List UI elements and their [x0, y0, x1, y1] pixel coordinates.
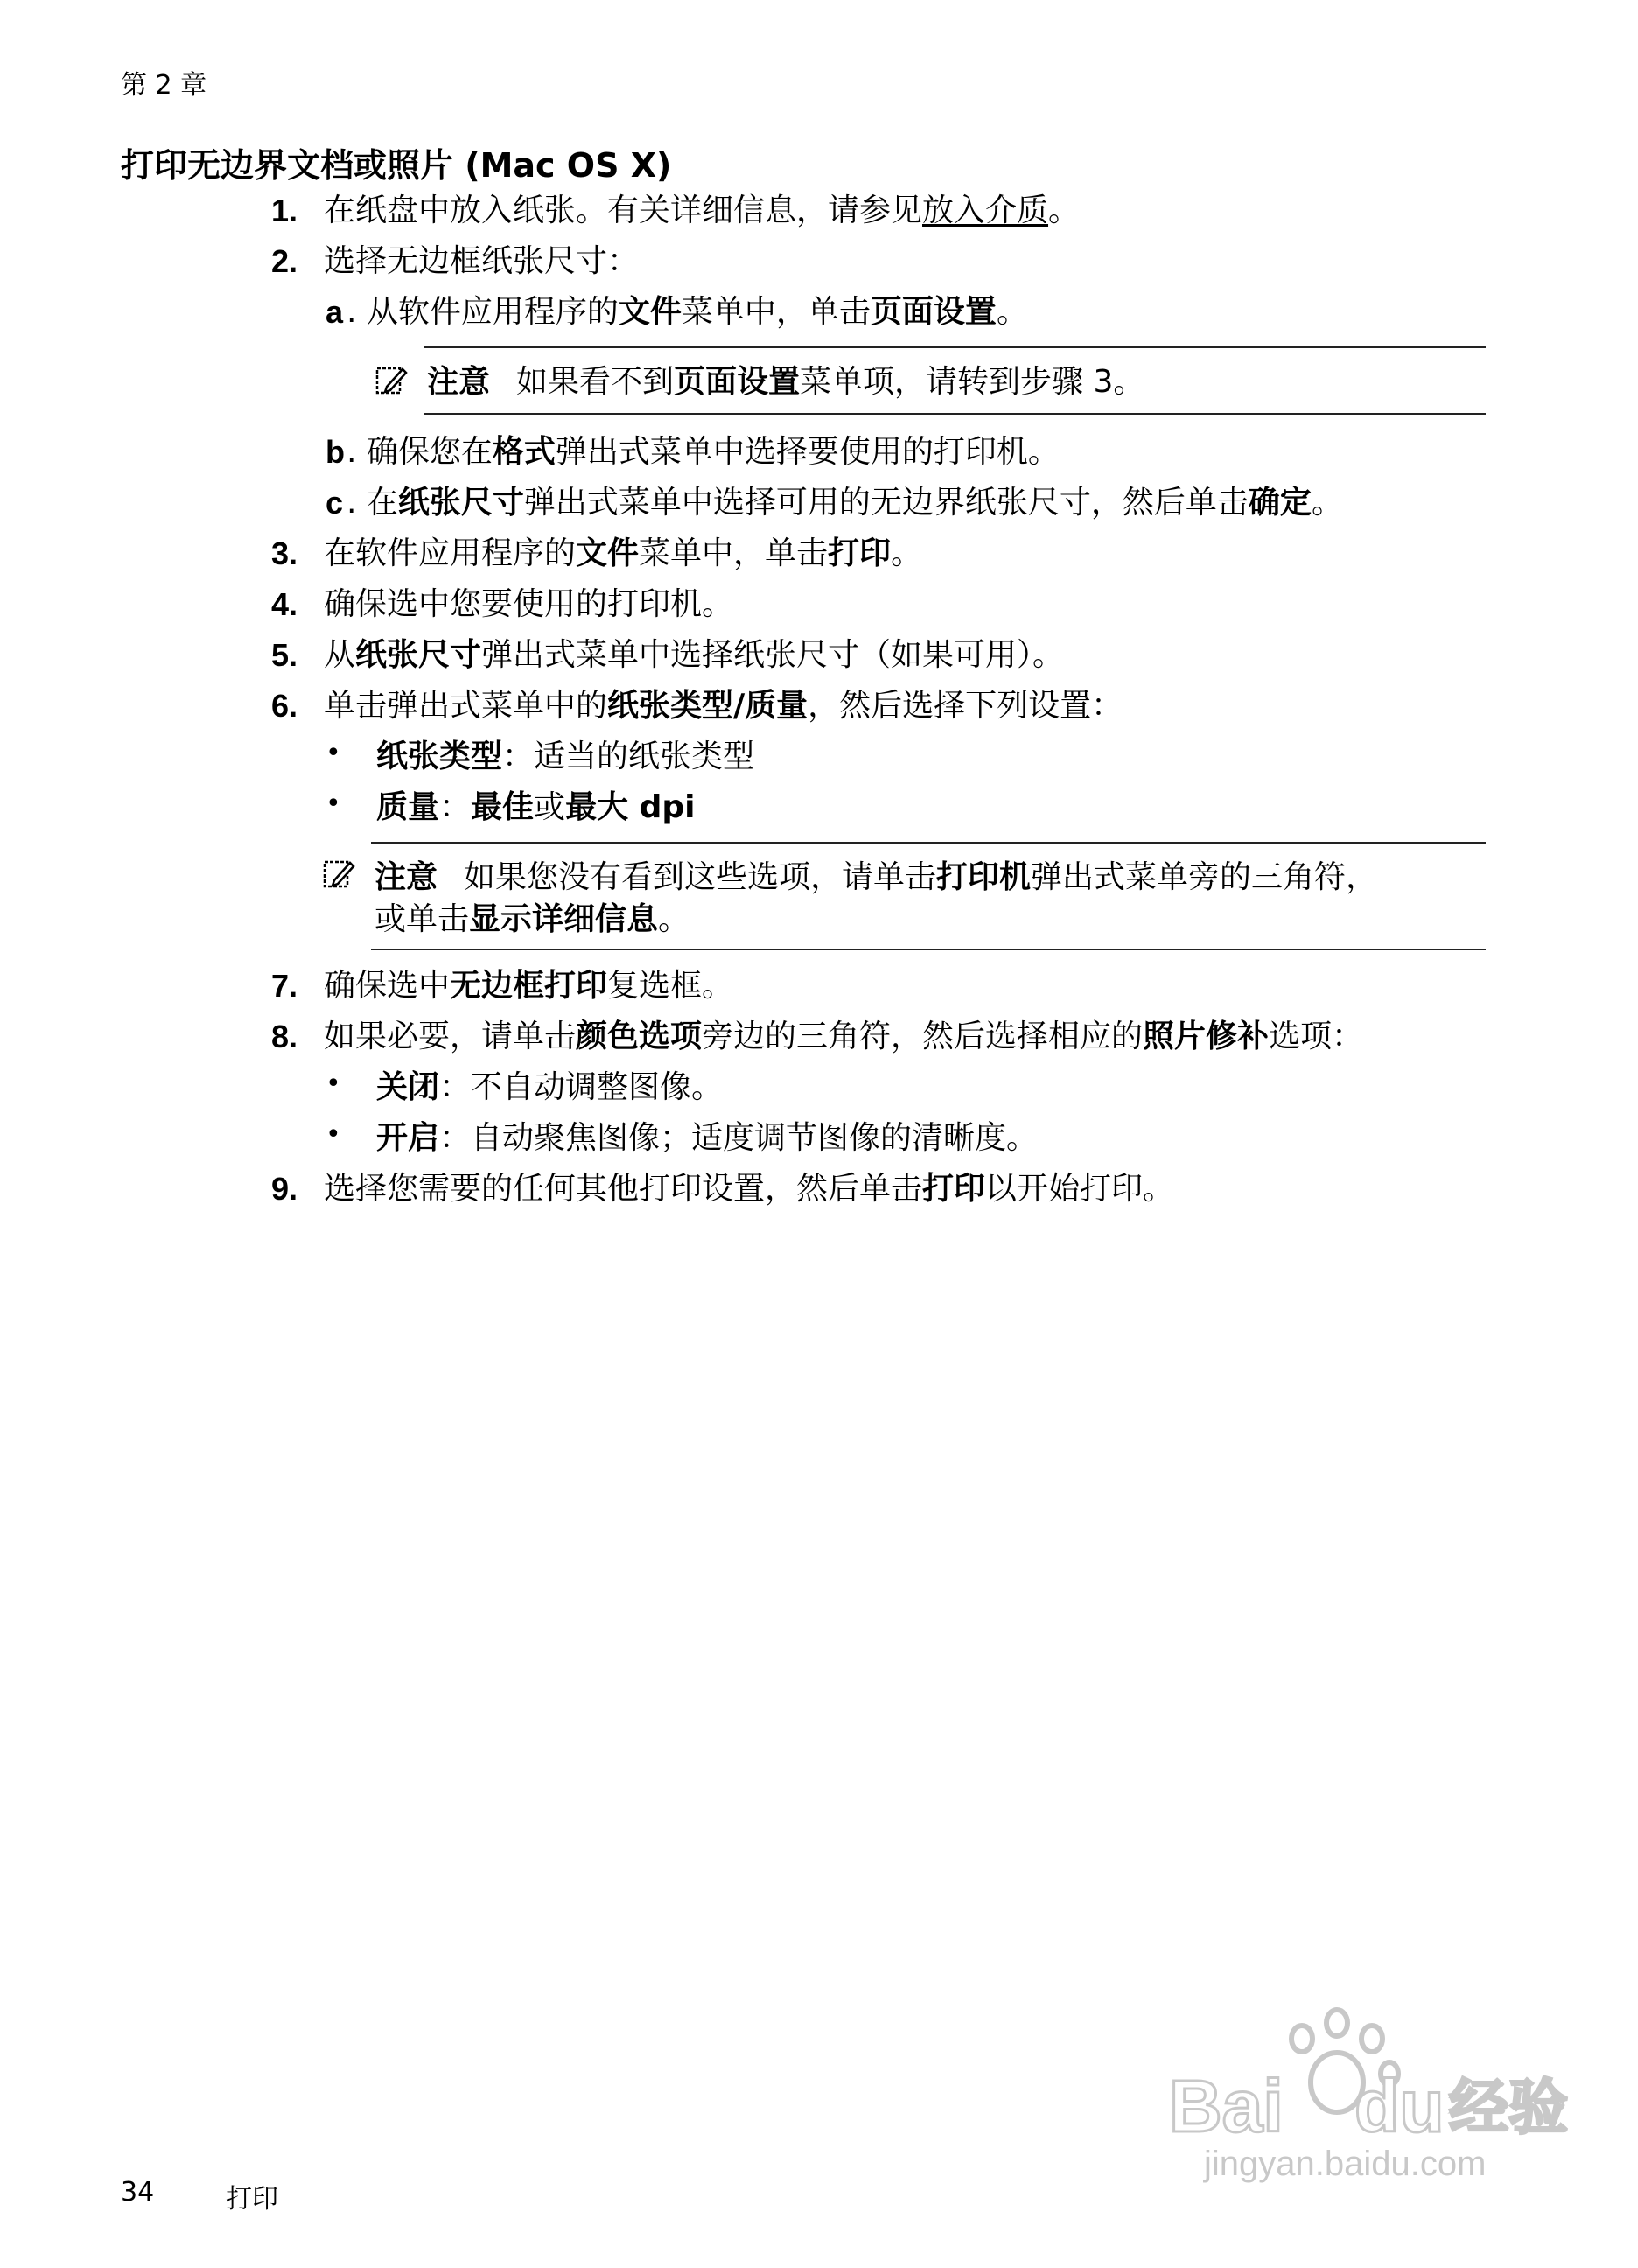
step-5-number: 5. — [271, 637, 298, 673]
step-8-text: 如果必要，请单击颜色选项旁边的三角符，然后选择相应的照片修补选项： — [324, 1018, 1364, 1054]
step-6-bullet-quality: 质量：最佳或最大 dpi — [376, 789, 696, 825]
substep-b-label: b — [326, 434, 345, 470]
note-2-bottom-rule — [371, 948, 1486, 950]
page-number: 34 — [121, 2177, 155, 2208]
link-load-media[interactable]: 放入介质 — [922, 192, 1049, 228]
substep-b-text: . 确保您在格式弹出式菜单中选择要使用的打印机。 — [346, 434, 1060, 470]
step-8-bullet-on: 开启：自动聚焦图像；适度调节图像的清晰度。 — [376, 1120, 1039, 1156]
step-7-number: 7. — [271, 968, 298, 1004]
step-3-text: 在软件应用程序的文件菜单中，单击打印。 — [324, 536, 923, 571]
svg-text:经验: 经验 — [1449, 2074, 1569, 2143]
chapter-label: 第 2 章 — [121, 70, 207, 101]
baidu-watermark-logo — [1152, 1978, 1569, 2188]
substep-c-text: . 在纸张尺寸弹出式菜单中选择可用的无边界纸张尺寸，然后单击确定。 — [346, 485, 1343, 521]
footer-section: 打印 — [226, 2184, 278, 2215]
note-2-text-line-2: 或单击显示详细信息。 — [374, 901, 690, 937]
note-icon — [322, 858, 355, 891]
step-4-number: 4. — [271, 586, 298, 622]
substep-a-label: a — [326, 294, 344, 330]
bullet-marker: • — [326, 788, 341, 819]
step-2-text: 选择无边框纸张尺寸： — [324, 243, 640, 279]
step-7-text: 确保选中无边框打印复选框。 — [324, 968, 734, 1004]
note-2-label: 注意 — [374, 859, 438, 895]
note-icon — [374, 364, 408, 397]
step-8-number: 8. — [271, 1018, 298, 1054]
step-9-number: 9. — [271, 1171, 298, 1207]
svg-text:du: du — [1354, 2065, 1445, 2147]
step-1-text: 在纸盘中放入纸张。有关详细信息，请参见放入介质。 — [324, 192, 1081, 228]
note-1-bottom-rule — [424, 413, 1486, 415]
step-3-number: 3. — [271, 536, 298, 571]
step-9-text: 选择您需要的任何其他打印设置，然后单击打印以开始打印。 — [324, 1171, 1175, 1207]
section-heading: 打印无边界文档或照片 (Mac OS X) — [121, 146, 672, 185]
step-6-bullet-paper-type: 纸张类型：适当的纸张类型 — [376, 738, 755, 774]
bullet-marker: • — [326, 1068, 341, 1099]
step-8-bullet-off: 关闭：不自动调整图像。 — [376, 1069, 724, 1105]
step-6-number: 6. — [271, 688, 298, 724]
step-2-number: 2. — [271, 243, 298, 279]
note-2-top-rule — [371, 842, 1486, 844]
svg-text:jingyan.baidu.com: jingyan.baidu.com — [1204, 2145, 1487, 2183]
bullet-marker: • — [326, 738, 341, 768]
step-1-number: 1. — [271, 192, 298, 228]
step-5-text: 从纸张尺寸弹出式菜单中选择纸张尺寸（如果可用）。 — [324, 637, 1065, 673]
step-4-text: 确保选中您要使用的打印机。 — [324, 586, 734, 622]
note-2-text-line-1: 注意 如果您没有看到这些选项，请单击打印机弹出式菜单旁的三角符， — [374, 859, 1378, 895]
substep-c-label: c — [326, 485, 344, 521]
step-6-text: 单击弹出式菜单中的纸张类型/质量，然后选择下列设置： — [324, 688, 1124, 724]
svg-text:Bai: Bai — [1169, 2065, 1284, 2147]
bullet-marker: • — [326, 1119, 341, 1150]
note-1-text: 注意 如果看不到页面设置菜单项，请转到步骤 3。 — [427, 364, 1145, 400]
note-1-label: 注意 — [427, 364, 491, 400]
note-1-top-rule — [424, 346, 1486, 348]
substep-a-text: . 从软件应用程序的文件菜单中，单击页面设置。 — [346, 294, 1028, 330]
